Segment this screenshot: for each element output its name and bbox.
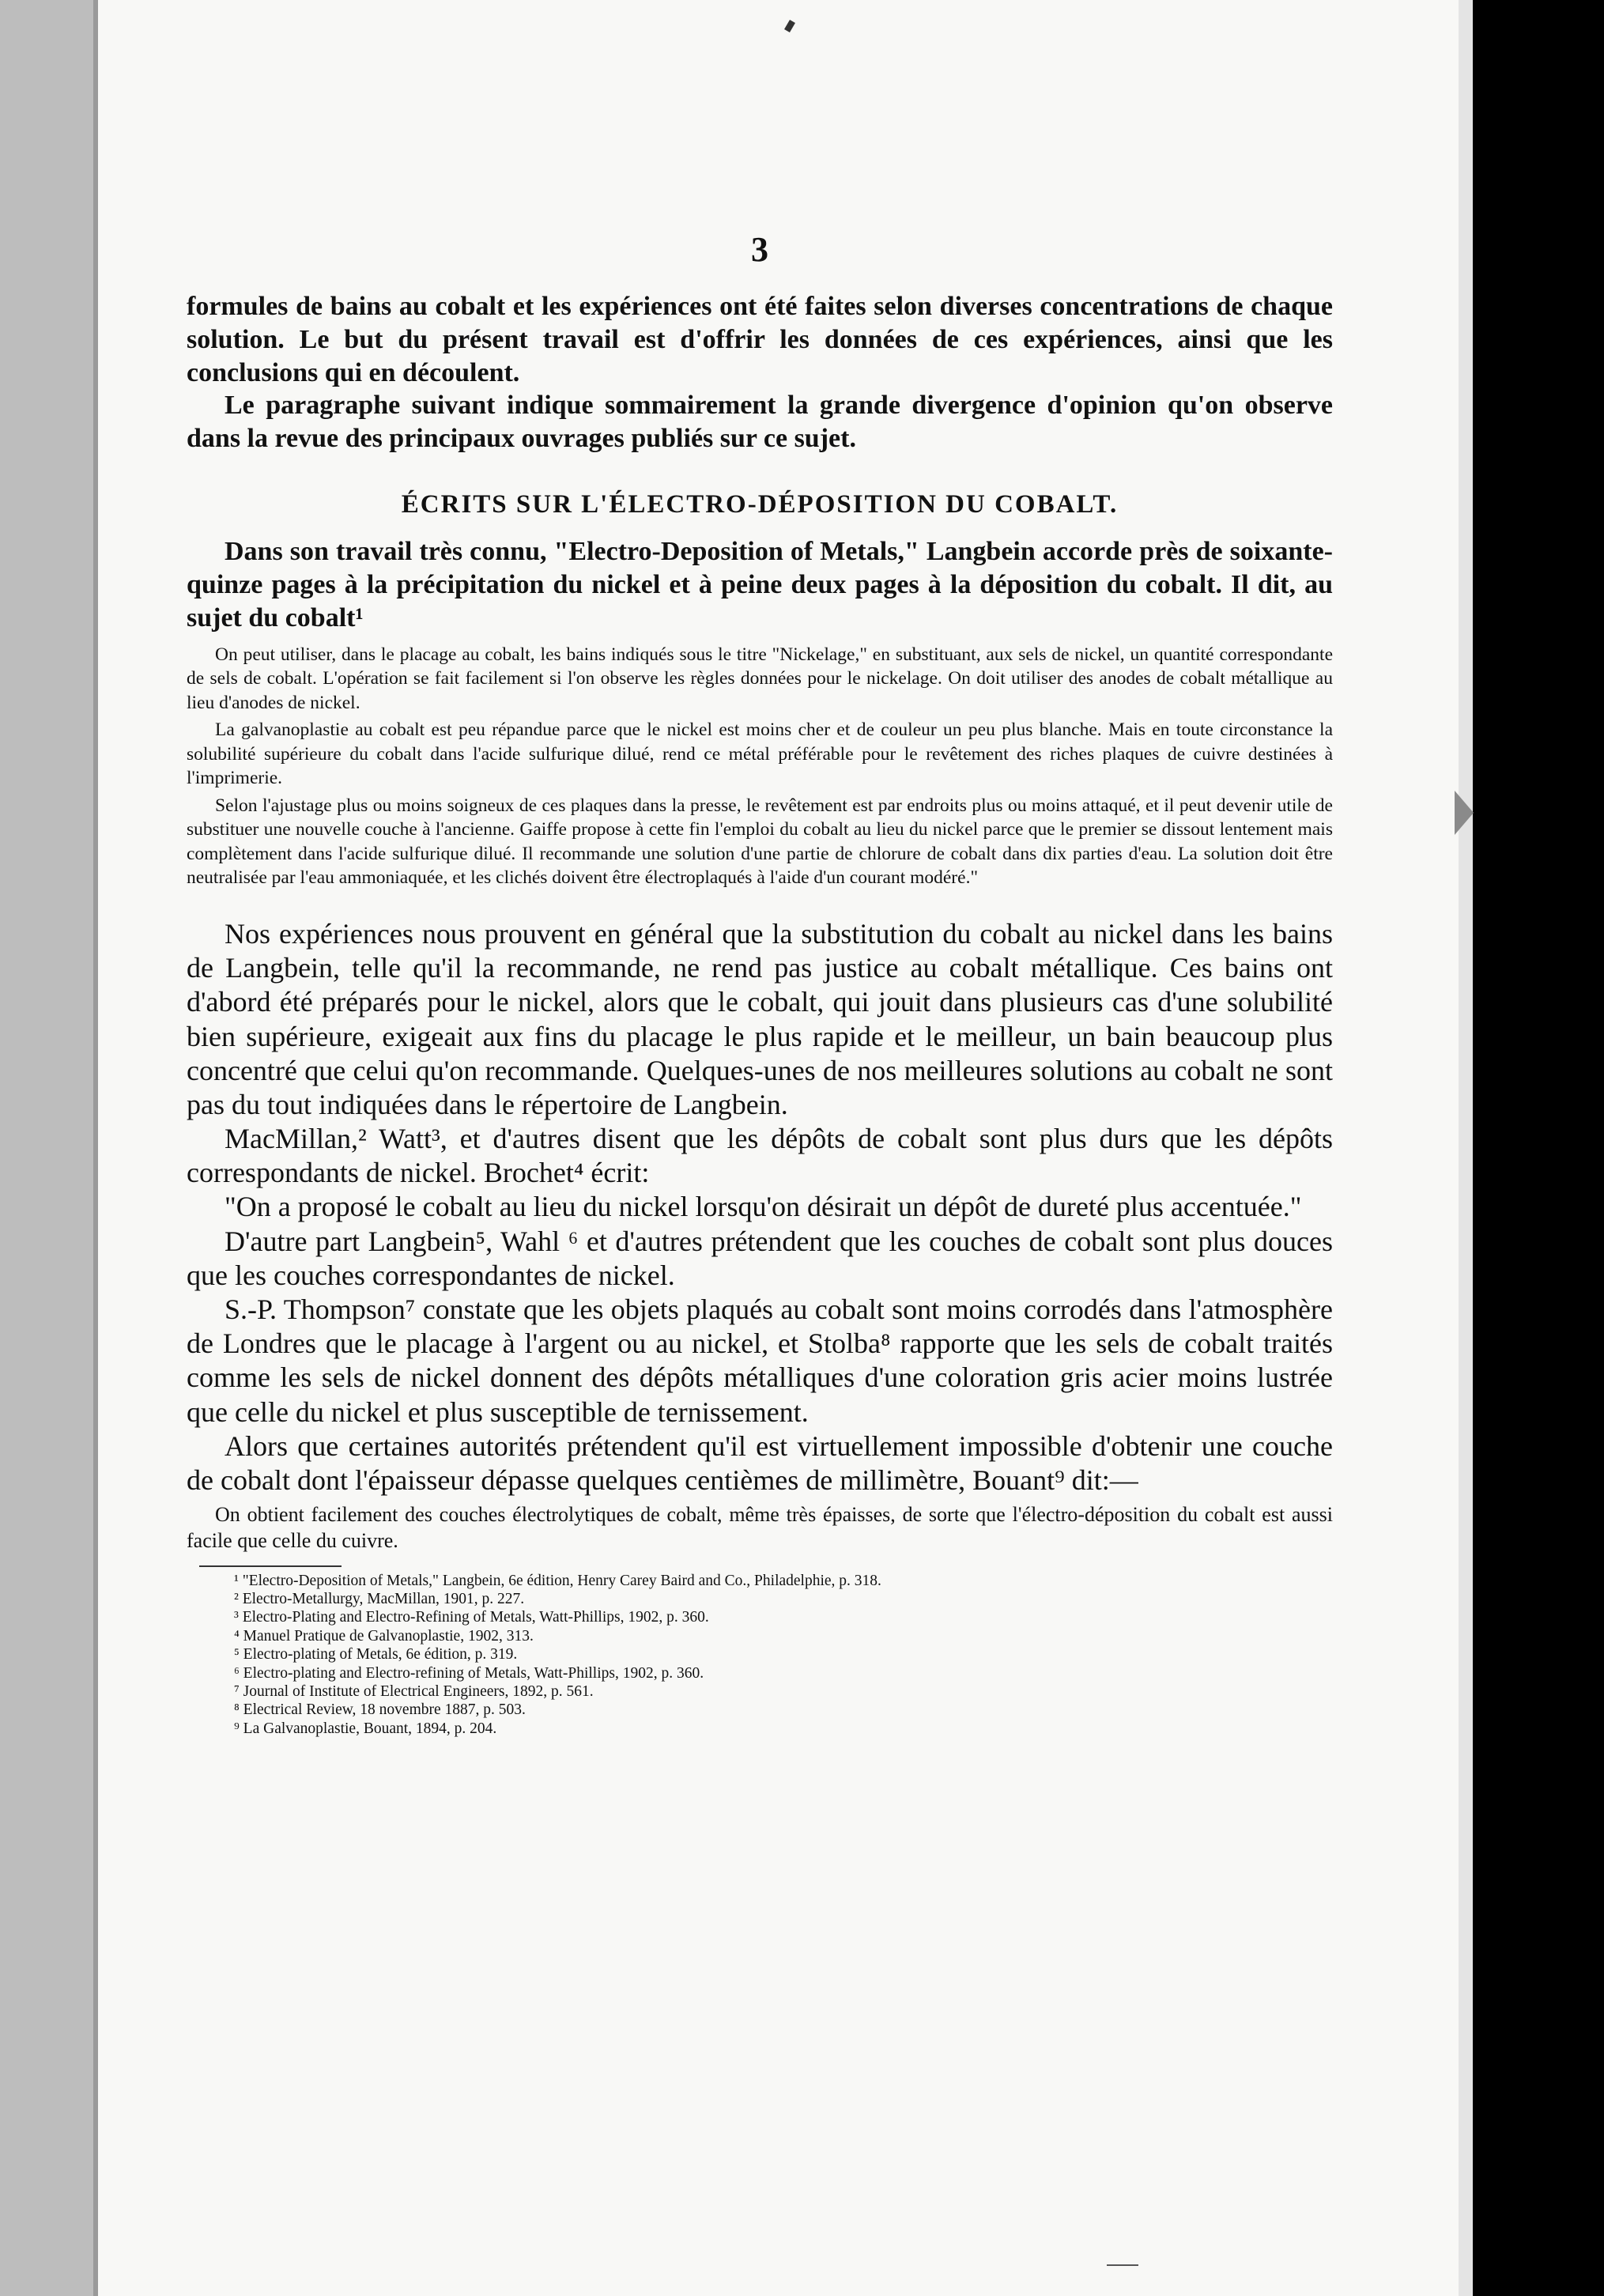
page-fold-shadow (93, 0, 98, 2296)
intro-paragraph-1: formules de bains au cobalt et les expériences ont été faites selon diverses concentrations de chaque solution. Le but du présent travail est d'offrir les données de ces expériences, ainsi que les conclusions qui en découlent. (187, 292, 1333, 387)
page-tab-marker-icon (1455, 791, 1474, 835)
bouant-quote: On obtient facilement des couches électrolytiques de cobalt, même très épaisses, de sorte que l'électro-déposition du cobalt est aussi facile que celle du cuivre. (187, 1503, 1333, 1552)
body-paragraph-6: Alors que certaines autorités prétendent qu'il est virtuellement impossible d'obtenir une couche de cobalt dont l'épaisseur dépasse quelques centièmes de millimètre, Bouant⁹ dit:— (187, 1429, 1333, 1496)
langbein-quote-paragraph-1: On peut utiliser, dans le placage au cobalt, les bains indiqués sous le titre "Nickelage," en substituant, aux sels de nickel, un quantité correspondante de sels de cobalt. L'opération se fait facilement si l'on observe les règles données pour le nickelage. On doit utiliser des anodes de cobalt métallique au lieu d'anodes de nickel. (187, 644, 1333, 713)
intro-paragraph-2: Le paragraphe suivant indique sommairement la grande divergence d'opinion qu'on observe dans la revue des principaux ouvrages publiés sur ce sujet. (187, 391, 1333, 454)
langbein-quote-paragraph-3: Selon l'ajustage plus ou moins soigneux de ces plaques dans la presse, le revêtement est par endroits plus ou moins attaqué, et il peut devenir utile de substituer une nouvelle couche à l'ancienne. Gaiffe propose à cette fin l'emploi du cobalt au lieu du nickel parce que le premier se dissout lentement mais complètement dans l'acide sulfurique dilué. Il recommande une solution d'une partie de chlorure de cobalt dans dix parties d'eau. La solution doit être neutralisée par l'eau ammoniaquée, et les clichés doivent être électroplaqués à l'aide d'un courant modéré." (187, 795, 1333, 889)
footnote-1: ¹ "Electro-Deposition of Metals," Langbein, 6e édition, Henry Carey Baird and Co., Philadelphie, p. 318. (234, 1572, 881, 1589)
body-paragraph-2: MacMillan,² Watt³, et d'autres disent que les dépôts de cobalt sont plus durs que les dépôts correspondants de nickel. Brochet⁴ écrit: (187, 1123, 1333, 1189)
body-paragraph-4: D'autre part Langbein⁵, Wahl ⁶ et d'autres prétendent que les couches de cobalt sont plus douces que les couches correspondantes de nickel. (187, 1225, 1333, 1291)
page-content (187, 198, 1333, 1738)
scanner-left-margin (0, 0, 93, 2296)
footnote-3: ³ Electro-Plating and Electro-Refining of Metals, Watt-Phillips, 1902, p. 360. (234, 1609, 709, 1626)
footnote-9: ⁹ La Galvanoplastie, Bouant, 1894, p. 204. (234, 1720, 497, 1737)
body-paragraph-1: Nos expériences nous prouvent en général que la substitution du cobalt au nickel dans les bains de Langbein, telle qu'il la recommande, ne rend pas justice au cobalt métallique. Ces bains ont d'abord été préparés pour le nickel, alors que le cobalt, qui jouit dans plusieurs cas d'une solubilité bien supérieure, exigeait aux fins du placage le plus rapide et le meilleur, un bain beaucoup plus concentré que celui qu'on recommande. Quelques-unes de nos meilleures solutions au cobalt ne sont pas du tout indiquées dans le répertoire de Langbein. (187, 917, 1333, 1120)
footnote-divider (199, 1565, 342, 1567)
footnote-5: ⁵ Electro-plating of Metals, 6e édition, p. 319. (234, 1646, 518, 1663)
langbein-quote-paragraph-2: La galvanoplastie au cobalt est peu répandue parce que le nickel est moins cher et de couleur un peu plus blanche. Mais en toute circonstance la solubilité supérieure du cobalt dans l'acide sulfurique dilué, rend ce métal préférable pour le revêtement des riches plaques de cuivre destinées à l'imprimerie. (187, 719, 1333, 789)
scan-bottom-mark (1107, 2264, 1138, 2290)
footnote-6: ⁶ Electro-plating and Electro-refining of Metals, Watt-Phillips, 1902, p. 360. (234, 1664, 704, 1682)
langbein-intro-paragraph: Dans son travail très connu, "Electro-Deposition of Metals," Langbein accorde près de soixante-quinze pages à la précipitation du nickel et à peine deux pages à la déposition du cobalt. Il dit, au sujet du cobalt¹ (187, 537, 1333, 633)
footnote-4: ⁴ Manuel Pratique de Galvanoplastie, 1902, 313. (234, 1627, 534, 1645)
page-number: 3 (751, 230, 768, 269)
page-right-edge (1459, 0, 1473, 2296)
footnotes (234, 1572, 1333, 1739)
footnote-8: ⁸ Electrical Review, 18 novembre 1887, p. 503. (234, 1701, 526, 1719)
body-paragraph-5: S.-P. Thompson⁷ constate que les objets plaqués au cobalt sont moins corrodés dans l'atmosphère de Londres que le placage à l'argent ou au nickel, et Stolba⁸ rapporte que les sels de cobalt traités comme les sels de nickel donnent des dépôts métalliques d'une coloration gris acier moins lustrée que celle du nickel et plus susceptible de ternissement. (187, 1293, 1333, 1428)
footnote-7: ⁷ Journal of Institute of Electrical Engineers, 1892, p. 561. (234, 1683, 594, 1700)
body-paragraph-3: "On a proposé le cobalt au lieu du nickel lorsqu'on désirait un dépôt de dureté plus accentuée." (225, 1191, 1302, 1223)
footnote-2: ² Electro-Metallurgy, MacMillan, 1901, p. 227. (234, 1591, 525, 1608)
section-heading: ÉCRITS SUR L'ÉLECTRO-DÉPOSITION DU COBALT. (401, 490, 1119, 519)
